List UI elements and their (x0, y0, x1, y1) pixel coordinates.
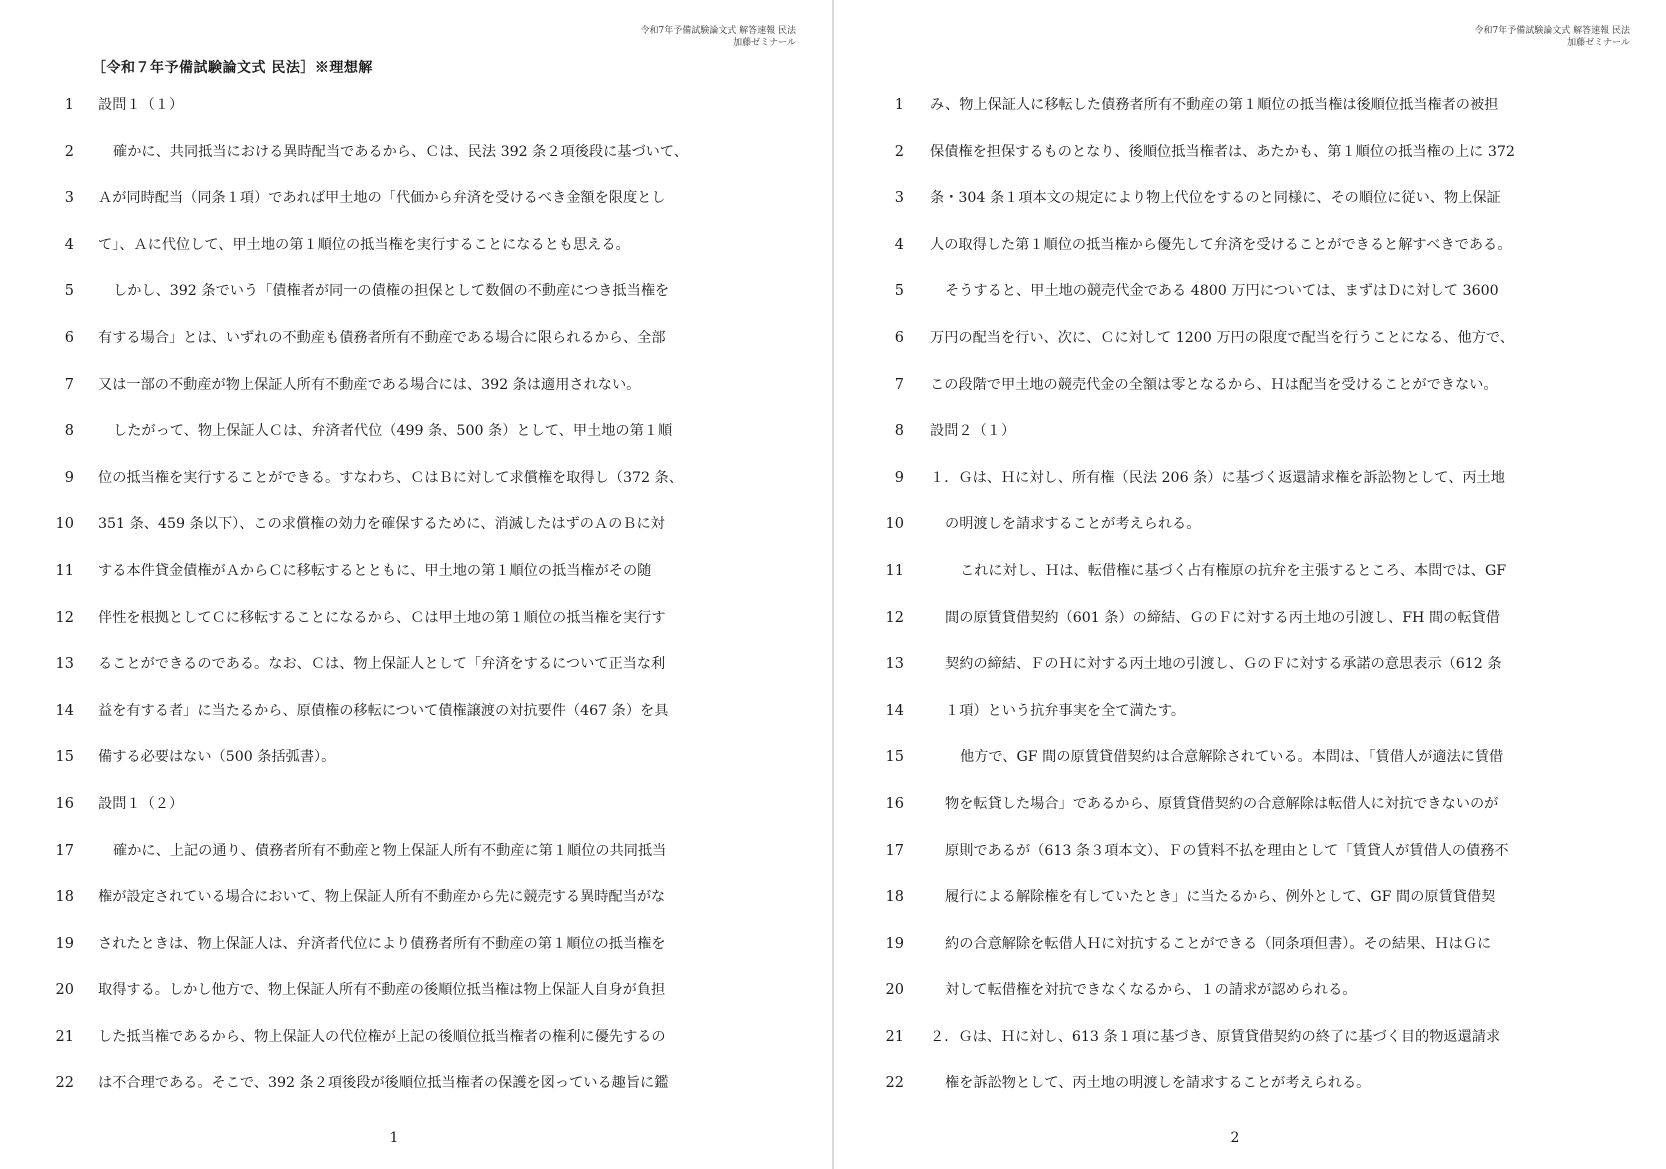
text-line (0, 222, 832, 269)
line-number: 7 (894, 376, 904, 393)
line-text: 設問２（１） (930, 423, 1016, 440)
header-exam-title: 令和7年予備試験論文式 解答速報 民法 (640, 26, 796, 36)
text-line (834, 222, 1666, 269)
line-text: 人の取得した第１順位の抵当権から優先して弁済を受けることができると解すべきである。 (930, 236, 1512, 253)
text-line (0, 828, 832, 875)
text-line (0, 688, 832, 735)
line-text: 契約の締結、ＦのＨに対する丙土地の引渡し、ＧのＦに対する承諾の意思表示（612 条 (945, 656, 1502, 673)
line-number: 3 (64, 190, 74, 207)
line-number: 13 (885, 656, 904, 673)
line-text: 設問１（１） (98, 97, 184, 113)
line-text: 又は一部の不動産が物上保証人所有不動産である場合には、392 条は適用されない。 (98, 376, 641, 393)
line-number: 8 (64, 423, 74, 440)
text-line (834, 1060, 1666, 1107)
line-text: ２．Ｇは、Ｈに対し、613 条１項に基づき、原賃貸借契約の終了に基づく目的物返還請求 (930, 1028, 1501, 1045)
text-line (834, 455, 1666, 502)
line-number: 15 (55, 749, 74, 766)
text-line (834, 175, 1666, 222)
line-number: 11 (885, 562, 904, 579)
text-line (834, 734, 1666, 781)
document-page-1 (0, 0, 832, 1169)
line-number: 21 (55, 1028, 74, 1045)
text-line (0, 921, 832, 968)
page-header (1475, 25, 1630, 49)
line-number: 9 (894, 469, 904, 486)
line-number: 11 (55, 562, 74, 579)
text-line (834, 408, 1666, 455)
text-line (0, 82, 832, 129)
line-number: 15 (885, 749, 904, 766)
line-number: 14 (55, 702, 74, 719)
text-line (834, 688, 1666, 735)
document-title: ［令和７年予備試験論文式 民法］※理想解 (92, 60, 373, 76)
line-text: 約の合意解除を転借人Ｈに対抗することができる（同条項但書）。その結果、ＨはＧに (945, 935, 1492, 952)
line-number: 12 (55, 609, 74, 626)
line-number: 4 (894, 236, 904, 253)
line-number: 13 (55, 656, 74, 673)
text-line (834, 828, 1666, 875)
line-text: 条・304 条１項本文の規定により物上代位をするのと同様に、その順位に従い、物上保証 (930, 190, 1501, 207)
text-line (0, 175, 832, 222)
text-line (0, 408, 832, 455)
line-text: されたときは、物上保証人は、弁済者代位により債務者所有不動産の第１順位の抵当権を (98, 935, 666, 952)
text-line (834, 82, 1666, 129)
line-number: 21 (885, 1028, 904, 1045)
line-number: 9 (64, 469, 74, 486)
line-number: 2 (894, 143, 904, 160)
text-line (0, 595, 832, 642)
line-text: 備する必要はない（500 条括弧書）。 (98, 749, 336, 766)
line-text: み、物上保証人に移転した債務者所有不動産の第１順位の抵当権は後順位抵当権者の被担 (930, 97, 1499, 113)
line-text: 伴性を根拠としてＣに移転することになるから、Ｃは甲土地の第１順位の抵当権を実行す (98, 609, 666, 626)
text-line (834, 641, 1666, 688)
line-number: 7 (64, 376, 74, 393)
line-number: 10 (885, 516, 904, 533)
line-text: そうすると、甲土地の競売代金である 4800 万円については、まずはＤに対して 3600 (945, 283, 1499, 300)
line-number: 4 (64, 236, 74, 253)
line-number: 22 (885, 1075, 904, 1092)
text-line (0, 874, 832, 921)
line-number: 18 (55, 889, 74, 906)
line-number: 14 (885, 702, 904, 719)
text-line (834, 874, 1666, 921)
text-line (834, 595, 1666, 642)
line-text: したがって、物上保証人Ｃは、弁済者代位（499 条、500 条）として、甲土地の第１順 (113, 423, 673, 440)
text-line (0, 1014, 832, 1061)
line-text: しかし、392 条でいう「債権者が同一の債権の担保として数個の不動産につき抵当権を (113, 283, 670, 300)
line-number: 17 (885, 842, 904, 859)
text-line (0, 548, 832, 595)
line-text: する本件貸金債権がＡからＣに移転するとともに、甲土地の第１順位の抵当権がその随 (98, 562, 652, 579)
line-number: 1 (894, 97, 904, 113)
line-text: １．Ｇは、Ｈに対し、所有権（民法 206 条）に基づく返還請求権を訴訟物として、丙土地 (930, 469, 1505, 486)
line-number: 6 (894, 329, 904, 346)
line-text: 権を訴訟物として、丙土地の明渡しを請求することが考えられる。 (945, 1075, 1371, 1092)
line-text: 有する場合」とは、いずれの不動産も債務者所有不動産である場合に限られるから、全部 (98, 329, 666, 346)
line-text: これに対し、Ｈは、転借権に基づく占有権原の抗弁を主張するところ、本問では、GF (960, 562, 1507, 579)
page-number: 2 (1230, 1130, 1240, 1146)
text-line (834, 501, 1666, 548)
line-text: 原則であるが（613 条３項本文）、Ｆの賃料不払を理由として「賃貸人が賃借人の債務不 (945, 842, 1509, 859)
line-text: て」、Ａに代位して、甲土地の第１順位の抵当権を実行することになるとも思える。 (98, 236, 630, 253)
line-text: ることができるのである。なお、Ｃは、物上保証人として「弁済をするについて正当な利 (98, 656, 666, 673)
page-header (641, 25, 796, 49)
text-line (834, 315, 1666, 362)
line-text: 権が設定されている場合において、物上保証人所有不動産から先に競売する異時配当がな (98, 889, 666, 906)
header-publisher: 加藤ゼミナール (733, 38, 796, 48)
line-text: 益を有する者」に当たるから、原債権の移転について債権譲渡の対抗要件（467 条）を具 (98, 702, 669, 719)
text-line (834, 781, 1666, 828)
line-number: 20 (55, 982, 74, 999)
line-text: 履行による解除権を有していたとき」に当たるから、例外として、GF 間の原賃貸借契 (945, 889, 1496, 906)
line-number: 16 (885, 795, 904, 812)
text-line (0, 315, 832, 362)
line-number: 6 (64, 329, 74, 346)
line-number: 19 (885, 935, 904, 952)
text-line (834, 548, 1666, 595)
line-number: 8 (894, 423, 904, 440)
line-text: した抵当権であるから、物上保証人の代位権が上記の後順位抵当権者の権利に優先するの (98, 1028, 666, 1045)
text-line (834, 129, 1666, 176)
line-number: 12 (885, 609, 904, 626)
line-number: 17 (55, 842, 74, 859)
text-line (834, 921, 1666, 968)
line-number: 3 (894, 190, 904, 207)
text-line (0, 268, 832, 315)
line-text: 351 条、459 条以下）、この求償権の効力を確保するために、消滅したはずのＡのＢに対 (98, 516, 665, 533)
numbered-lines (0, 82, 832, 1107)
line-text: 保債権を担保するものとなり、後順位抵当権者は、あたかも、第１順位の抵当権の上に 372 (930, 143, 1515, 160)
line-text: 確かに、上記の通り、債務者所有不動産と物上保証人所有不動産に第１順位の共同抵当 (113, 842, 667, 859)
line-text: 万円の配当を行い、次に、Ｃに対して 1200 万円の限度で配当を行うことになる、他方で、 (930, 329, 1514, 346)
line-text: 設問１（２） (98, 795, 184, 812)
page-number: 1 (389, 1130, 399, 1146)
line-number: 2 (64, 143, 74, 160)
numbered-lines (834, 82, 1666, 1107)
line-text: 確かに、共同抵当における異時配当であるから、Ｃは、民法 392 条２項後段に基づいて、 (113, 143, 688, 160)
header-exam-title: 令和7年予備試験論文式 解答速報 民法 (1474, 26, 1630, 36)
line-text: 対して転借権を対抗できなくなるから、１の請求が認められる。 (945, 982, 1357, 999)
line-number: 5 (894, 283, 904, 300)
line-text: 位の抵当権を実行することができる。すなわち、ＣはＢに対して求償権を取得し（372 条、 (98, 469, 683, 486)
line-text: 取得する。しかし他方で、物上保証人所有不動産の後順位抵当権は物上保証人自身が負担 (98, 982, 666, 999)
line-number: 19 (55, 935, 74, 952)
text-line (0, 1060, 832, 1107)
text-line (0, 967, 832, 1014)
header-publisher: 加藤ゼミナール (1567, 38, 1630, 48)
text-line (834, 268, 1666, 315)
line-text: １項）という抗弁事実を全て満たす。 (945, 702, 1186, 719)
line-number: 10 (55, 516, 74, 533)
text-line (0, 781, 832, 828)
line-text: は不合理である。そこで、392 条２項後段が後順位抵当権者の保護を図っている趣旨に鑑 (98, 1075, 669, 1092)
text-line (834, 362, 1666, 409)
text-line (0, 129, 832, 176)
text-line (0, 734, 832, 781)
text-line (0, 501, 832, 548)
text-line (0, 362, 832, 409)
line-text: 物を転貸した場合」であるから、原賃貸借契約の合意解除は転借人に対抗できないのが (945, 795, 1499, 812)
text-line (0, 641, 832, 688)
line-number: 5 (64, 283, 74, 300)
text-line (834, 1014, 1666, 1061)
line-text: の明渡しを請求することが考えられる。 (945, 516, 1201, 533)
line-text: この段階で甲土地の競売代金の全額は零となるから、Ｈは配当を受けることができない。 (930, 376, 1498, 393)
line-number: 1 (64, 97, 74, 113)
line-number: 16 (55, 795, 74, 812)
line-number: 18 (885, 889, 904, 906)
text-line (834, 967, 1666, 1014)
document-page-2 (834, 0, 1666, 1169)
line-text: Ａが同時配当（同条１項）であれば甲土地の「代価から弁済を受けるべき金額を限度とし (98, 190, 666, 207)
text-line (0, 455, 832, 502)
line-text: 間の原賃貸借契約（601 条）の締結、ＧのＦに対する丙土地の引渡し、FH 間の転貸借 (945, 609, 1500, 626)
line-text: 他方で、GF 間の原賃貸借契約は合意解除されている。本問は、「賃借人が適法に賃借 (960, 749, 1504, 766)
line-number: 22 (55, 1075, 74, 1092)
line-number: 20 (885, 982, 904, 999)
